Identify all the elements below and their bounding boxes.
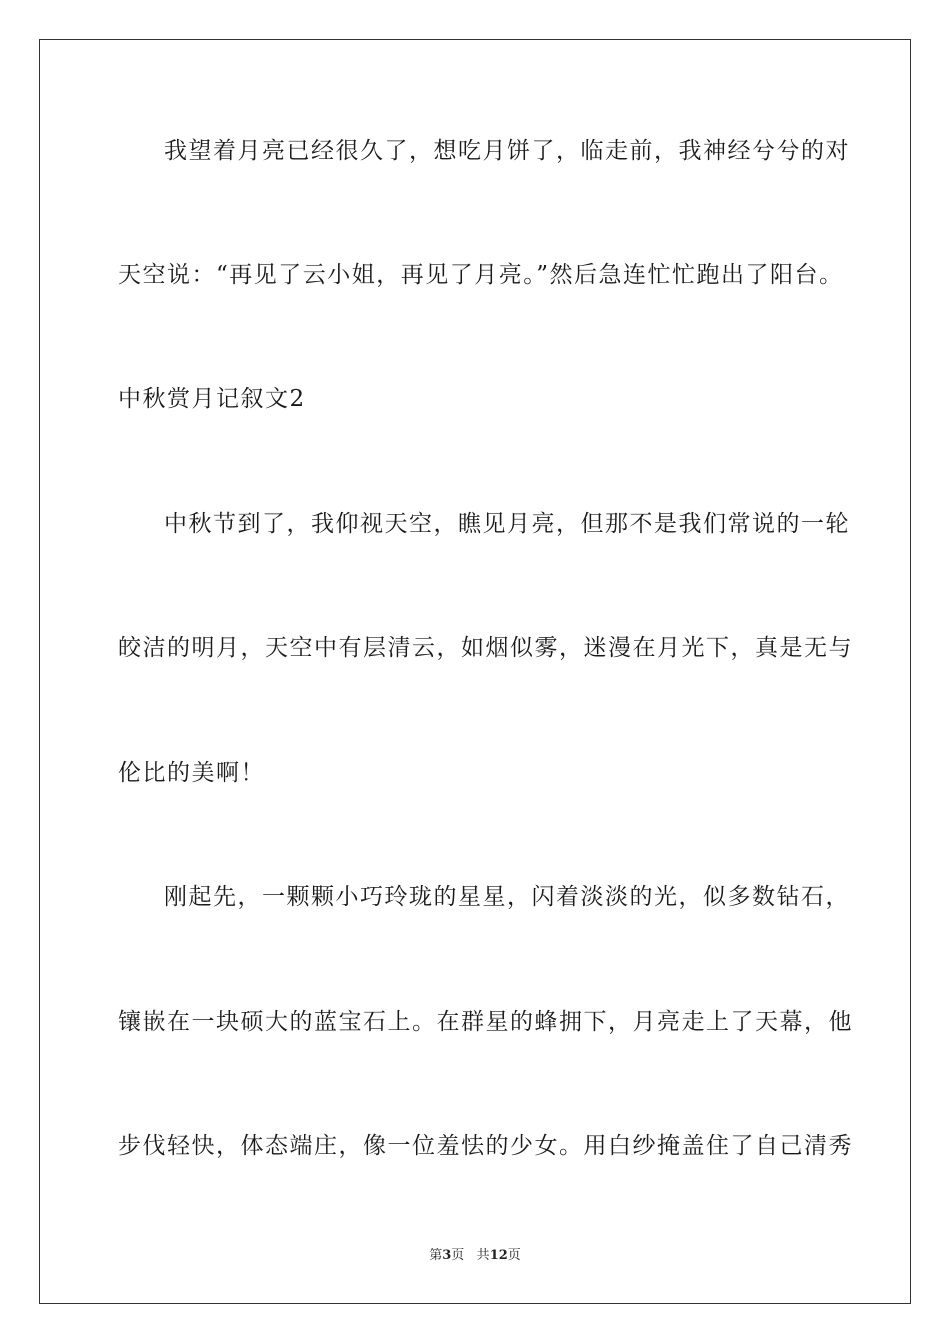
paragraph-line: 伦比的美啊！ xyxy=(118,760,265,786)
total-pages: 12 xyxy=(489,1248,508,1263)
total-suffix: 页 xyxy=(507,1248,521,1263)
paragraph-line: 皎洁的明月，天空中有层清云，如烟似雾，迷漫在月光下，真是无与 xyxy=(118,635,853,661)
page-suffix: 页 xyxy=(451,1248,465,1263)
paragraph-line: 我望着月亮已经很久了，想吃月饼了，临走前，我神经兮兮的对 xyxy=(164,138,850,164)
page-border xyxy=(39,39,911,1304)
footer-gap xyxy=(464,1248,476,1263)
page-number: 3 xyxy=(442,1248,452,1263)
paragraph-line: 步伐轻快，体态端庄，像一位羞怯的少女。用白纱掩盖住了自己清秀 xyxy=(118,1133,853,1159)
page-footer xyxy=(0,1247,950,1265)
page-prefix: 第 xyxy=(429,1248,443,1263)
total-prefix: 共 xyxy=(476,1248,490,1263)
section-heading: 中秋赏月记叙文2 xyxy=(118,386,306,412)
paragraph-line: 镶嵌在一块硕大的蓝宝石上。在群星的蜂拥下，月亮走上了天幕，他 xyxy=(118,1009,853,1035)
paragraph-line: 天空说：“再见了云小姐，再见了月亮。”然后急连忙忙跑出了阳台。 xyxy=(118,262,844,288)
paragraph-line: 刚起先，一颗颗小巧玲珑的星星，闪着淡淡的光，似多数钻石， xyxy=(164,884,850,910)
paragraph-line: 中秋节到了，我仰视天空，瞧见月亮，但那不是我们常说的一轮 xyxy=(164,511,850,537)
